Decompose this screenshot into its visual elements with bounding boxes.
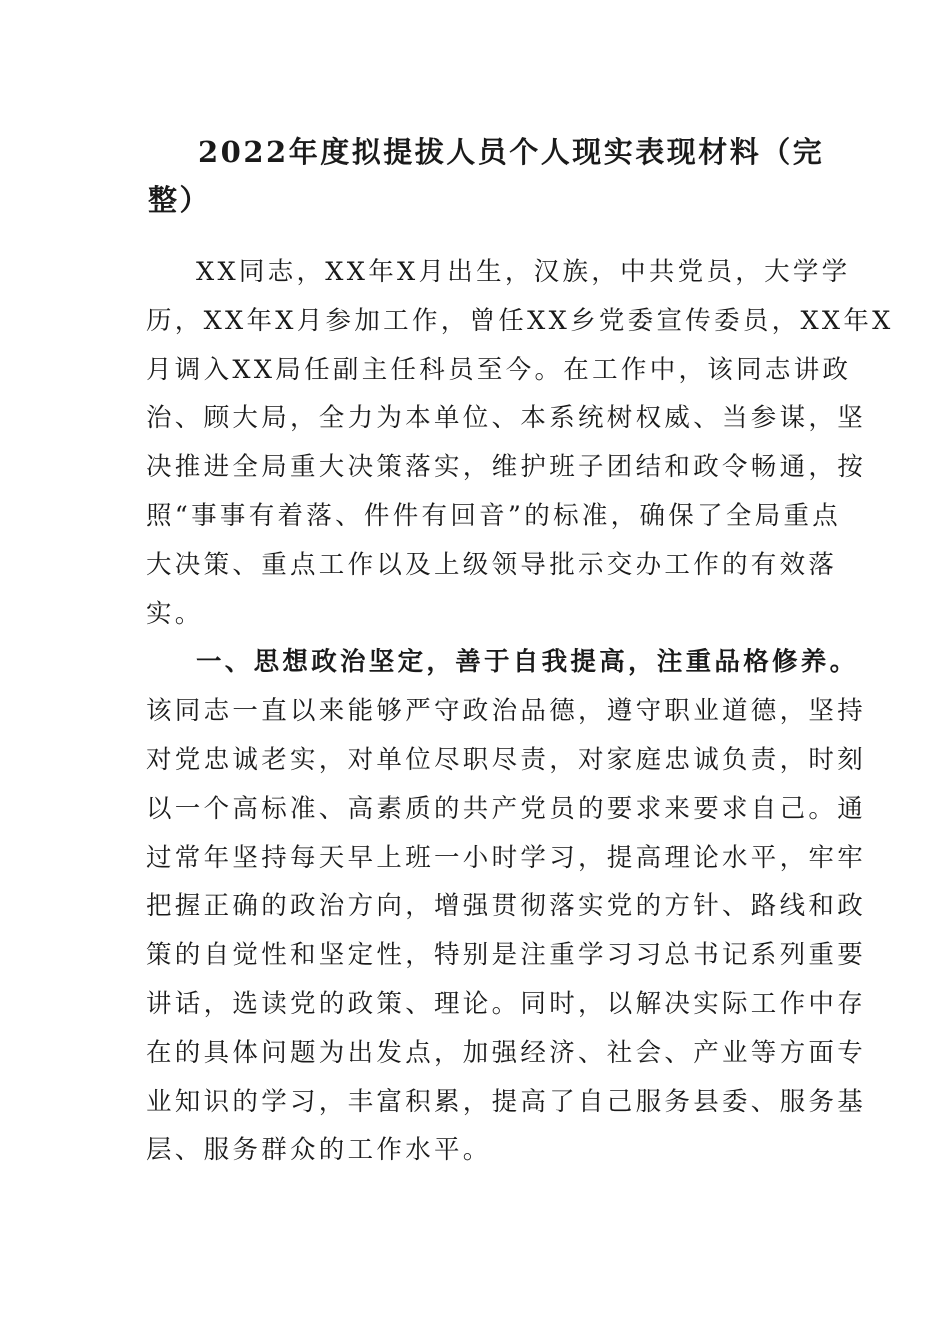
paragraph-line: 决推进全局重大决策落实，维护班子团结和政令畅通，按 [146, 452, 867, 483]
paragraph-line: 照“事事有着落、件件有回音”的标准，确保了全局重点 [146, 500, 842, 531]
section-1 [146, 638, 867, 1175]
paragraph-line: 历，XX年X月参加工作，曾任XX乡党委宣传委员，XX年X [146, 305, 894, 336]
document-body [146, 248, 894, 1175]
section-heading: 一、思想政治坚定，善于自我提高，注重品格修养。 [196, 647, 859, 678]
paragraph-line: 以一个高标准、高素质的共产党员的要求来要求自己。通 [146, 793, 867, 824]
paragraph-line: 实。 [146, 598, 204, 629]
paragraph-line: 过常年坚持每天早上班一小时学习，提高理论水平，牢牢 [146, 842, 867, 873]
paragraph-line: XX同志，XX年X月出生，汉族，中共党员，大学学 [196, 257, 851, 287]
paragraph-line: 该同志一直以来能够严守政治品德，遵守职业道德，坚持 [146, 696, 867, 727]
title-line-2: 整） [148, 183, 212, 217]
paragraph-line: 策的自觉性和坚定性，特别是注重学习习总书记系列重要 [146, 940, 867, 971]
paragraph-line: 业知识的学习，丰富积累，提高了自己服务县委、服务基 [146, 1086, 867, 1117]
paragraph-line: 在的具体问题为出发点，加强经济、社会、产业等方面专 [146, 1037, 867, 1068]
paragraph-line: 治、顾大局，全力为本单位、本系统树权威、当参谋，坚 [146, 403, 867, 434]
paragraph-line: 层、服务群众的工作水平。 [146, 1135, 492, 1166]
paragraph-line: 大决策、重点工作以及上级领导批示交办工作的有效落 [146, 549, 838, 580]
paragraph-line: 把握正确的政治方向，增强贯彻落实党的方针、路线和政 [146, 891, 867, 922]
paragraph-intro [146, 248, 894, 638]
paragraph-line: 月调入XX局任副主任科员至今。在工作中，该同志讲政 [146, 354, 852, 385]
paragraph-line: 讲话，选读党的政策、理论。同时，以解决实际工作中存 [146, 988, 867, 1019]
paragraph-line: 对党忠诚老实，对单位尽职尽责，对家庭忠诚负责，时刻 [146, 744, 867, 775]
title-line-1: 2022年度拟提拔人员个人现实表现材料（完 [198, 135, 825, 169]
document-title [148, 128, 825, 224]
